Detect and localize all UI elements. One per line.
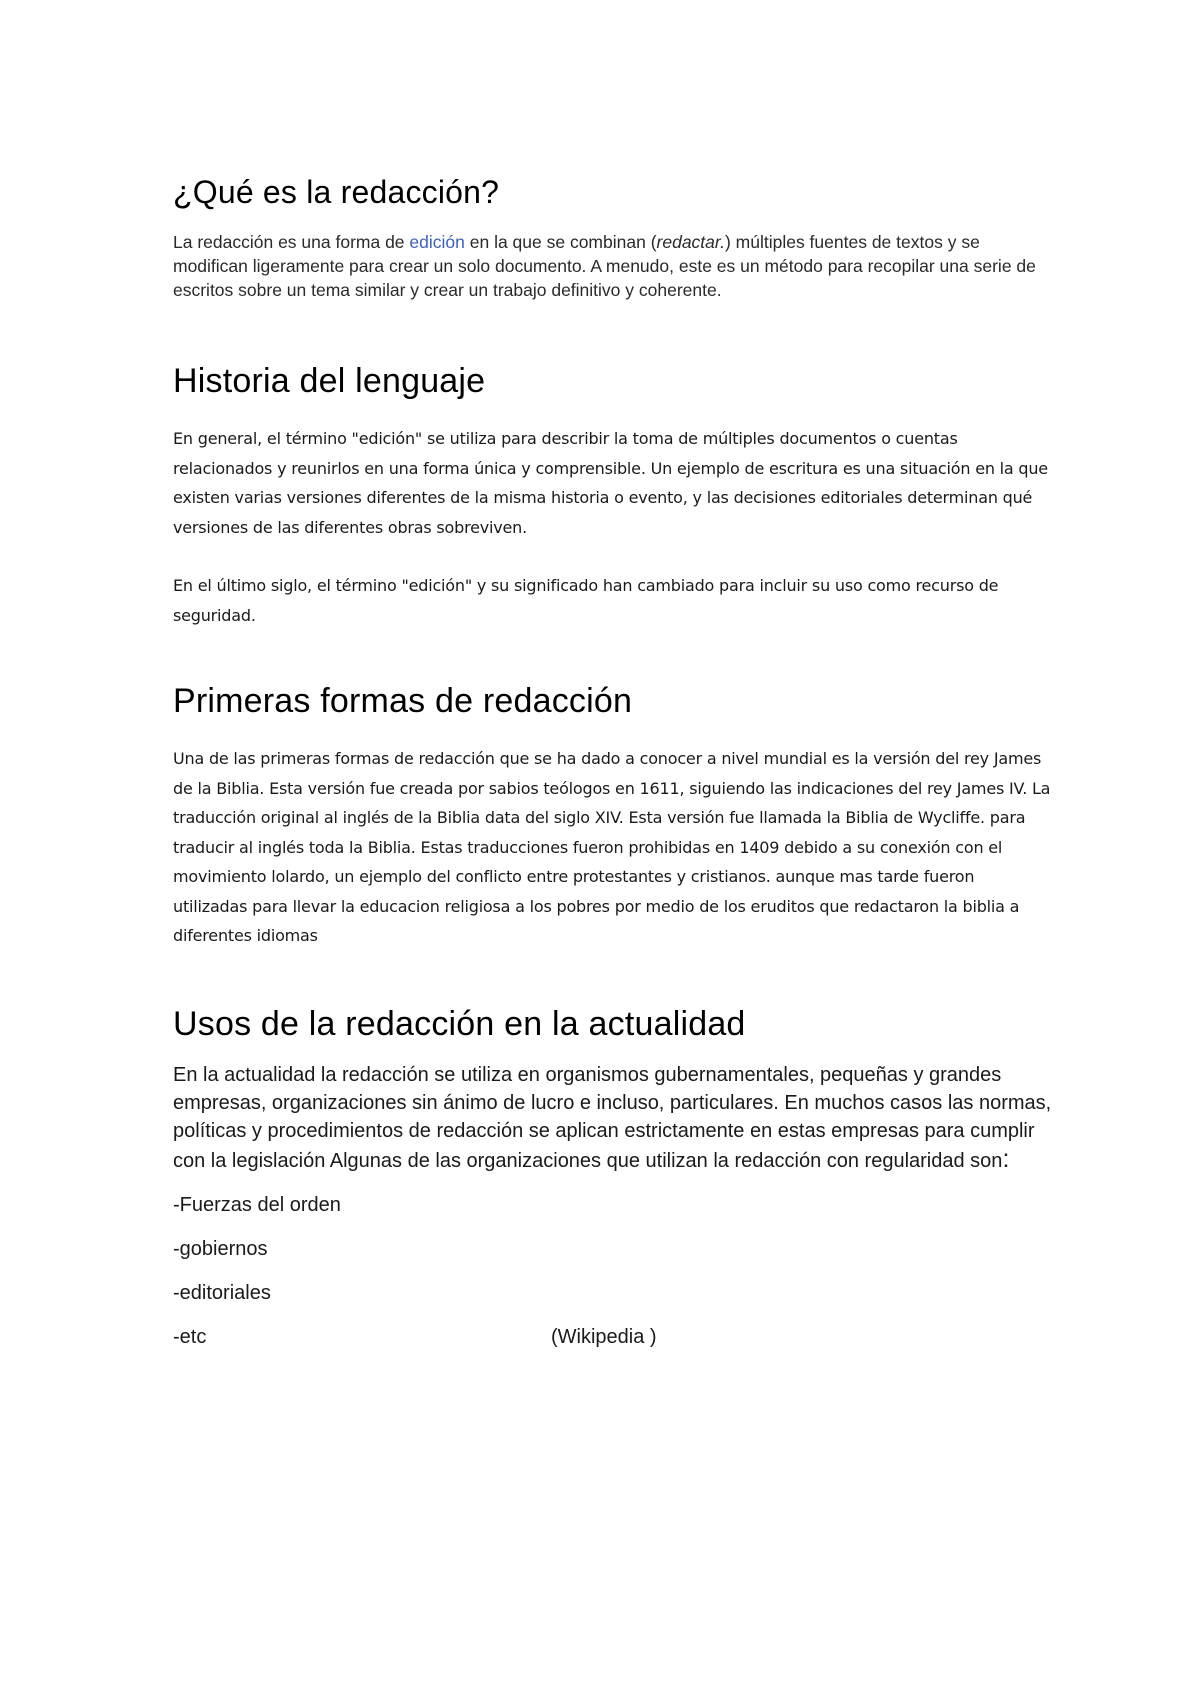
primeras-formas-paragraph: Una de las primeras formas de redacción que se ha dado a conocer a nivel mundial es la versión del rey James de la Biblia. Esta versión fue creada por sabios teólogos en 1611, siguiendo las indicaciones del rey James IV. La traducción original al inglés de la Biblia data del siglo XIV. Esta versión fue llamada la Biblia de Wycliffe. para traducir al inglés toda la Biblia. Estas traducciones fueron prohibidas en 1409 debido a su conexión con el movimiento lolardo, un ejemplo del conflicto entre protestantes y cristianos. aunque mas tarde fueron utilizadas para llevar la educacion religiosa a los pobres por medio de los eruditos que redactaron la biblia a diferentes idiomas bbox=[173, 749, 1051, 945]
list-item: -gobiernos bbox=[173, 1237, 268, 1260]
list-item: -editoriales bbox=[173, 1281, 271, 1304]
intro-italic-term: redactar. bbox=[656, 232, 725, 252]
usos-paragraph bbox=[173, 1061, 1053, 1175]
list-item: -Fuerzas del orden bbox=[173, 1193, 341, 1216]
list-item-etc-row bbox=[173, 1323, 1053, 1351]
organizations-list bbox=[173, 1191, 1053, 1351]
historia-paragraph-1: En general, el término "edición" se utiliza para describir la toma de múltiples documentos o cuentas relacionados y reunirlos en una forma única y comprensible. Un ejemplo de escritura es una situación en la que existen varias versiones diferentes de la misma historia o evento, y las decisiones editoriales determinan qué versiones de las diferentes obras sobreviven. bbox=[173, 429, 1048, 537]
section-heading-historia: Historia del lenguaje bbox=[173, 362, 486, 400]
document-page bbox=[173, 170, 1053, 1351]
section-heading-primeras-formas: Primeras formas de redacción bbox=[173, 682, 633, 720]
section-heading-que-es: ¿Qué es la redacción? bbox=[173, 174, 500, 210]
intro-text-end: ) múltiples fuentes de textos y se modifican ligeramente para crear un solo documento. A menudo, este es un método para recopilar una serie de escritos sobre un tema similar y crear un trabajo definitivo y coherente. bbox=[173, 232, 1036, 300]
usos-colon: : bbox=[1002, 1144, 1010, 1173]
source-citation: (Wikipedia ) bbox=[551, 1325, 657, 1348]
intro-paragraph bbox=[173, 230, 1053, 302]
intro-text-mid: en la que se combinan ( bbox=[464, 232, 657, 252]
historia-paragraph-2: En el último siglo, el término "edición" y su significado han cambiado para incluir su uso como recurso de seguridad. bbox=[173, 576, 999, 625]
section-heading-usos: Usos de la redacción en la actualidad bbox=[173, 1004, 746, 1043]
list-item: -etc bbox=[173, 1325, 207, 1348]
intro-text-start: La redacción es una forma de bbox=[173, 232, 410, 252]
usos-text: En la actualidad la redacción se utiliza en organismos gubernamentales, pequeñas y grandes empresas, organizaciones sin ánimo de lucro e incluso, particulares. En muchos casos las normas, políticas y procedimientos de redacción se aplican estrictamente en estas empresas para cumplir con la legislación Algunas de las organizaciones que utilizan la redacción con regularidad son bbox=[173, 1063, 1052, 1172]
edicion-link[interactable]: edición bbox=[409, 232, 465, 252]
